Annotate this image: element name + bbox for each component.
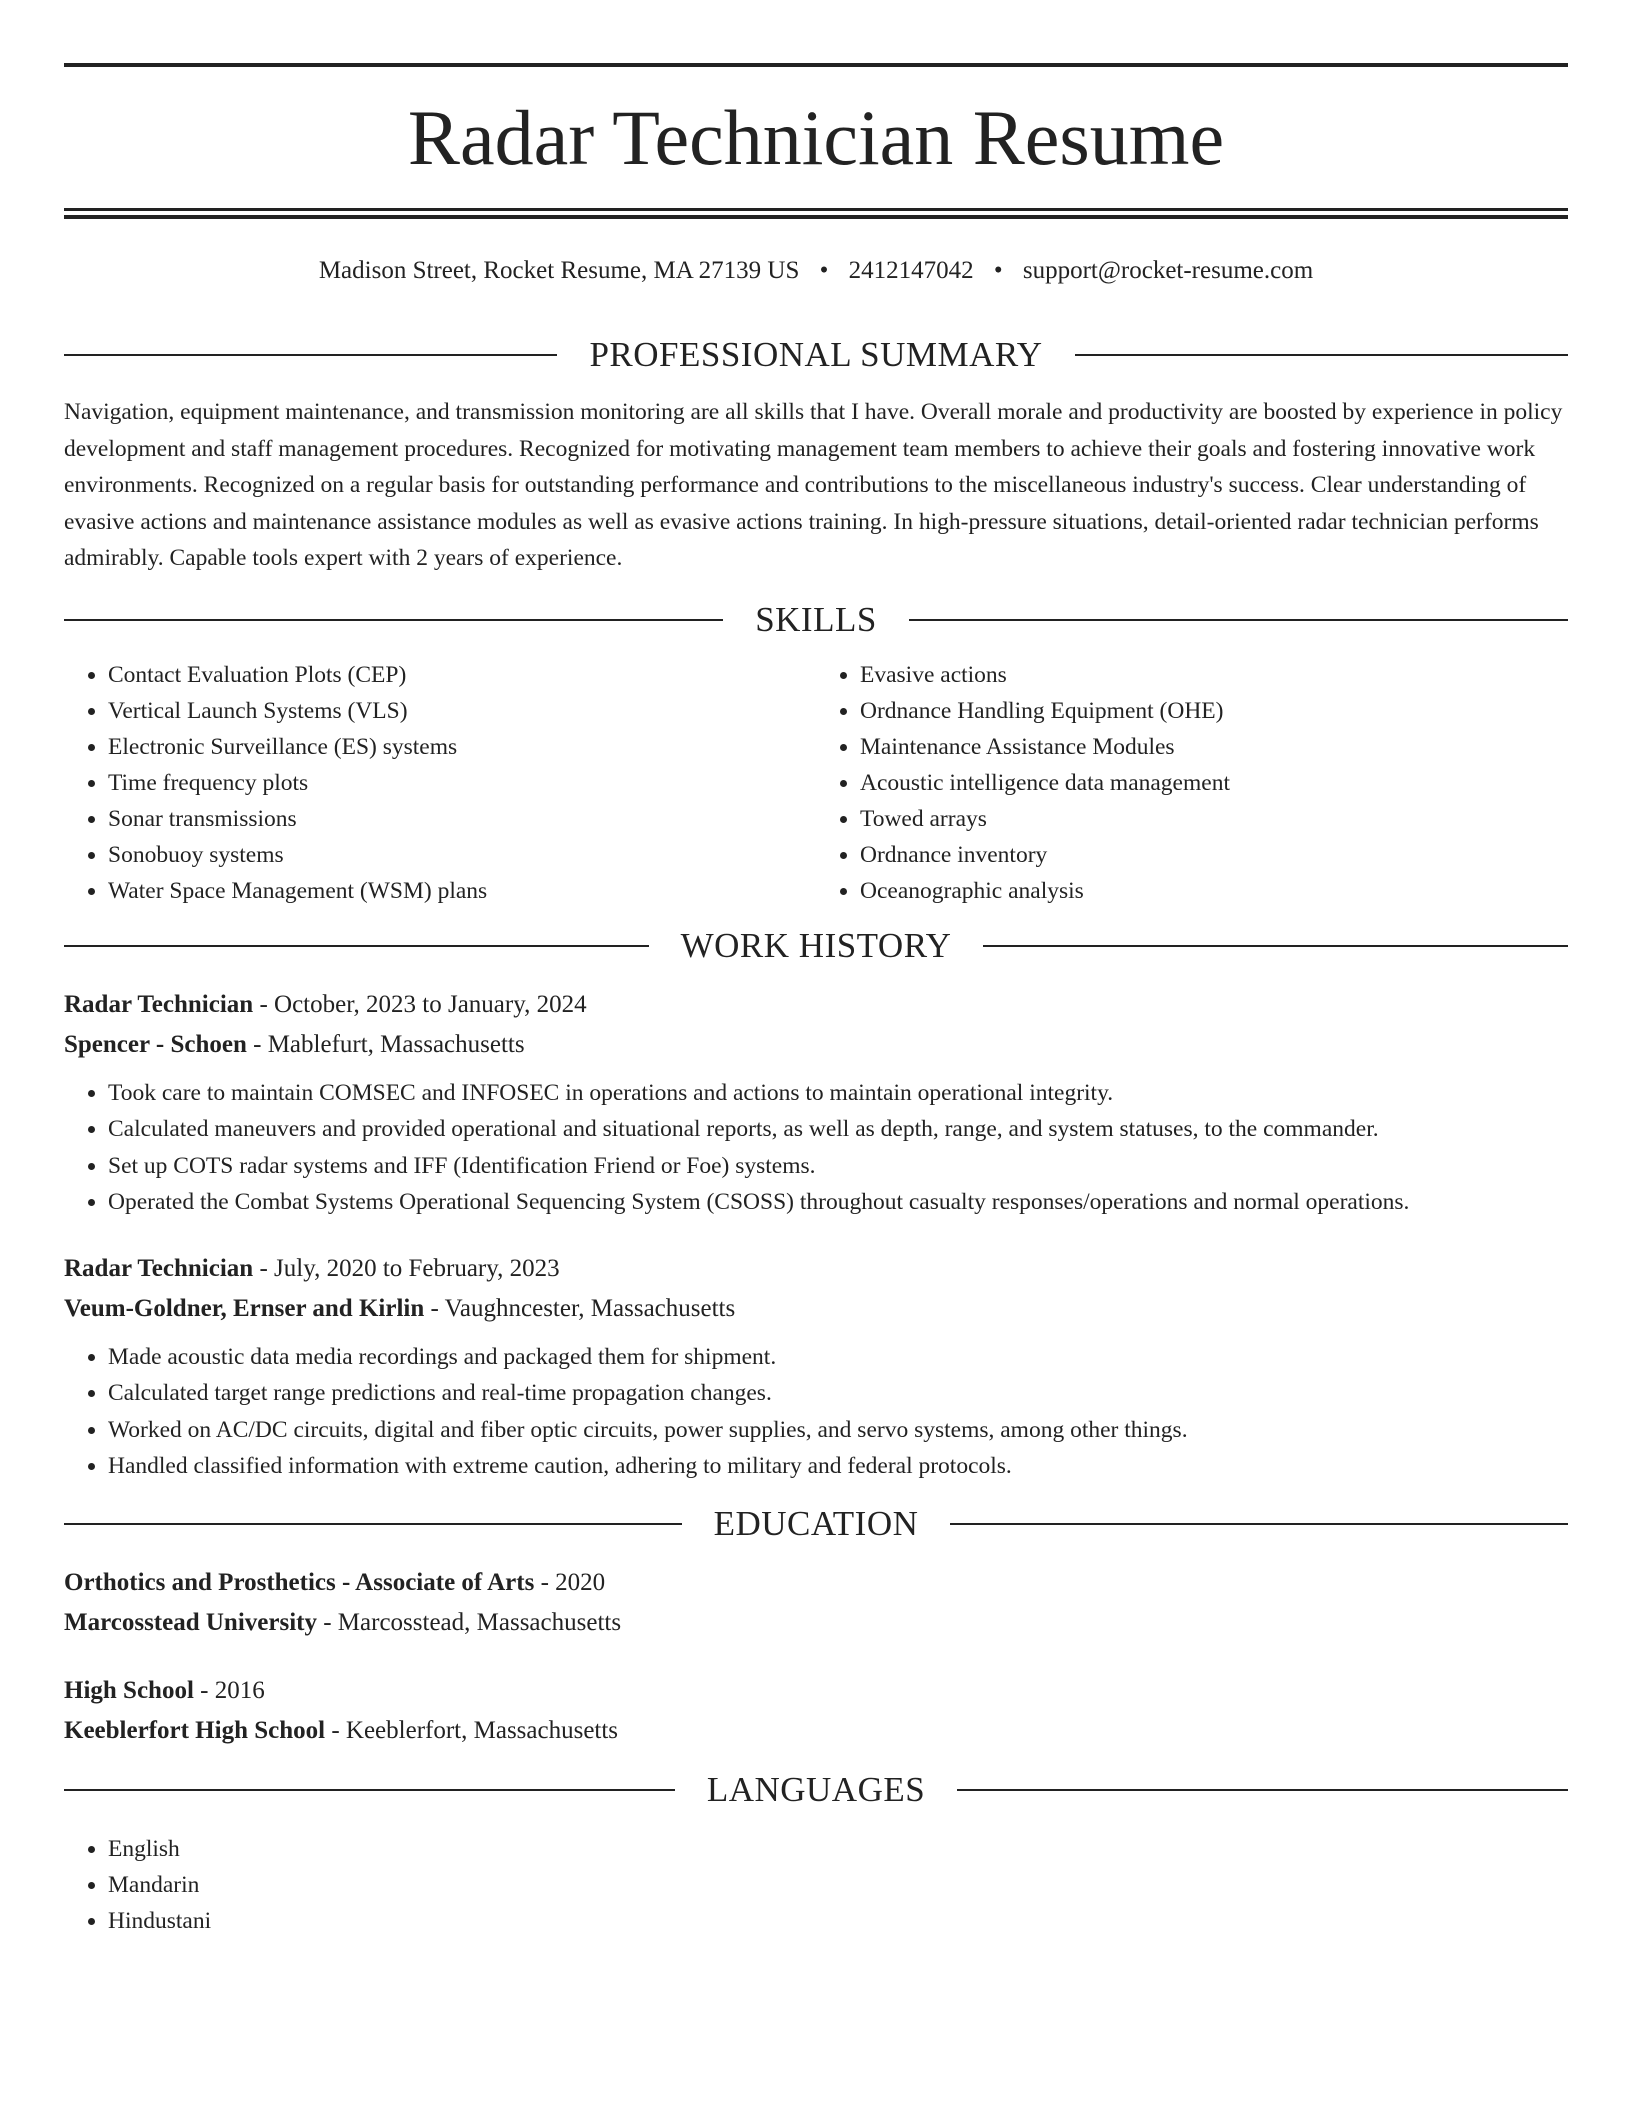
degree-year: - 2020: [534, 1568, 606, 1596]
job-company: Spencer - Schoen: [64, 1030, 247, 1058]
job-bullets: [64, 1339, 1568, 1485]
language-item: • Hindustani: [108, 1903, 1568, 1939]
section-title: PROFESSIONAL SUMMARY: [589, 335, 1043, 374]
skills-list-right: [816, 657, 1568, 909]
section-heading-skills: [64, 595, 1568, 645]
skill-item: • Vertical Launch Systems (VLS): [108, 693, 816, 729]
job-location: - Vaughncester, Massachusetts: [424, 1294, 736, 1322]
skill-item: • Contact Evaluation Plots (CEP): [108, 657, 816, 693]
contact-separator: •: [993, 257, 1003, 284]
title-double-rule: [64, 208, 1568, 219]
job-bullet: • Calculated maneuvers and provided operational and situational reports, as well as depth, range, and system statuses, to the commander.: [108, 1111, 1568, 1148]
job-bullet: • Calculated target range predictions and real-time propagation changes.: [108, 1375, 1568, 1412]
language-item: • Mandarin: [108, 1867, 1568, 1903]
skill-item: • Ordnance Handling Equipment (OHE): [860, 693, 1568, 729]
degree-line: [64, 1563, 1568, 1603]
spacer: [64, 1221, 1568, 1249]
education-entry: [64, 1563, 1568, 1643]
job-title: Radar Technician: [64, 990, 254, 1018]
school-location: - Marcosstead, Massachusetts: [316, 1608, 622, 1636]
job-company-line: [64, 1025, 1568, 1065]
section-title: SKILLS: [755, 599, 877, 639]
section-heading-languages: [64, 1765, 1568, 1815]
heading-rule: [64, 1523, 682, 1525]
school: Keeblerfort High School: [64, 1716, 326, 1744]
heading-rule: [64, 945, 649, 947]
section-heading-work: [64, 921, 1568, 971]
job-bullet: • Worked on AC/DC circuits, digital and fiber optic circuits, power supplies, and servo systems, among other things.: [108, 1412, 1568, 1449]
degree-line: [64, 1671, 1568, 1711]
job-bullet: • Set up COTS radar systems and IFF (Identification Friend or Foe) systems.: [108, 1148, 1568, 1185]
skill-item: • Sonar transmissions: [108, 801, 816, 837]
skill-item: • Evasive actions: [860, 657, 1568, 693]
job-title-line: [64, 1249, 1568, 1289]
school-line: [64, 1603, 1568, 1643]
degree-year: - 2016: [193, 1676, 265, 1704]
languages-list: [64, 1831, 1568, 1939]
spacer: [64, 1643, 1568, 1671]
resume-title: Radar Technician Resume: [407, 94, 1225, 181]
section-title: LANGUAGES: [706, 1769, 926, 1809]
section-title: WORK HISTORY: [680, 925, 952, 965]
heading-rule: [950, 1523, 1568, 1525]
heading-rule: [64, 619, 723, 621]
degree: Orthotics and Prosthetics - Associate of Arts: [64, 1568, 535, 1596]
skills-list-left: [64, 657, 816, 909]
skill-item: • Acoustic intelligence data management: [860, 765, 1568, 801]
skills-columns: [64, 657, 1568, 909]
heading-rule: [64, 354, 557, 356]
school: Marcosstead University: [64, 1608, 317, 1636]
contact-address: Madison Street, Rocket Resume, MA 27139 US: [318, 257, 800, 284]
contact-line: [64, 253, 1568, 289]
contact-email[interactable]: support@rocket-resume.com: [1022, 257, 1314, 284]
heading-rule: [1075, 354, 1568, 356]
top-rule: [64, 63, 1568, 67]
heading-rule: [909, 619, 1568, 621]
summary-paragraph: Navigation, equipment maintenance, and transmission monitoring are all skills that I have. Overall morale and productivity are boosted by experience in policy development and staff management procedures. Recognized for motivating management team members to achieve their goals and fostering innovative work environments. Recognized on a regular basis for outstanding performance and contributions to the miscellaneous industry's success. Clear understanding of evasive actions and maintenance assistance modules as well as evasive actions training. In high-pressure situations, detail-oriented radar technician performs admirably. Capable tools expert with 2 years of experience.: [64, 399, 1563, 571]
heading-rule: [983, 945, 1568, 947]
skill-item: • Sonobuoy systems: [108, 837, 816, 873]
degree: High School: [64, 1676, 194, 1704]
skill-item: • Maintenance Assistance Modules: [860, 729, 1568, 765]
job-entry: [64, 1249, 1568, 1485]
job-dates: - July, 2020 to February, 2023: [253, 1254, 560, 1282]
job-entry: [64, 985, 1568, 1221]
school-line: [64, 1711, 1568, 1751]
education-entry: [64, 1671, 1568, 1751]
job-bullet: • Handled classified information with extreme caution, adhering to military and federal protocols.: [108, 1448, 1568, 1485]
job-dates: - October, 2023 to January, 2024: [253, 990, 587, 1018]
section-heading-education: [64, 1499, 1568, 1549]
job-company-line: [64, 1289, 1568, 1329]
resume-content: [64, 330, 1568, 1939]
job-bullet: • Operated the Combat Systems Operational Sequencing System (CSOSS) throughout casualty responses/operations and normal operations.: [108, 1184, 1568, 1221]
job-location: - Mablefurt, Massachusetts: [246, 1030, 525, 1058]
skill-item: • Towed arrays: [860, 801, 1568, 837]
heading-rule: [64, 1789, 675, 1791]
language-item: • English: [108, 1831, 1568, 1867]
contact-phone: 2412147042: [848, 257, 974, 284]
skill-item: • Electronic Surveillance (ES) systems: [108, 729, 816, 765]
job-title: Radar Technician: [64, 1254, 254, 1282]
skill-item: • Oceanographic analysis: [860, 873, 1568, 909]
section-heading-summary: [64, 330, 1568, 380]
job-bullet: • Took care to maintain COMSEC and INFOSEC in operations and actions to maintain operational integrity.: [108, 1075, 1568, 1112]
job-title-line: [64, 985, 1568, 1025]
job-bullet: • Made acoustic data media recordings and packaged them for shipment.: [108, 1339, 1568, 1376]
spacer: [64, 1485, 1568, 1499]
school-location: - Keeblerfort, Massachusetts: [325, 1716, 619, 1744]
skill-item: • Time frequency plots: [108, 765, 816, 801]
heading-rule: [957, 1789, 1568, 1791]
spacer: [64, 1751, 1568, 1765]
job-company: Veum-Goldner, Ernser and Kirlin: [64, 1294, 425, 1322]
contact-separator: •: [819, 257, 829, 284]
section-title: EDUCATION: [713, 1503, 919, 1543]
job-bullets: [64, 1075, 1568, 1221]
skill-item: • Ordnance inventory: [860, 837, 1568, 873]
skill-item: • Water Space Management (WSM) plans: [108, 873, 816, 909]
